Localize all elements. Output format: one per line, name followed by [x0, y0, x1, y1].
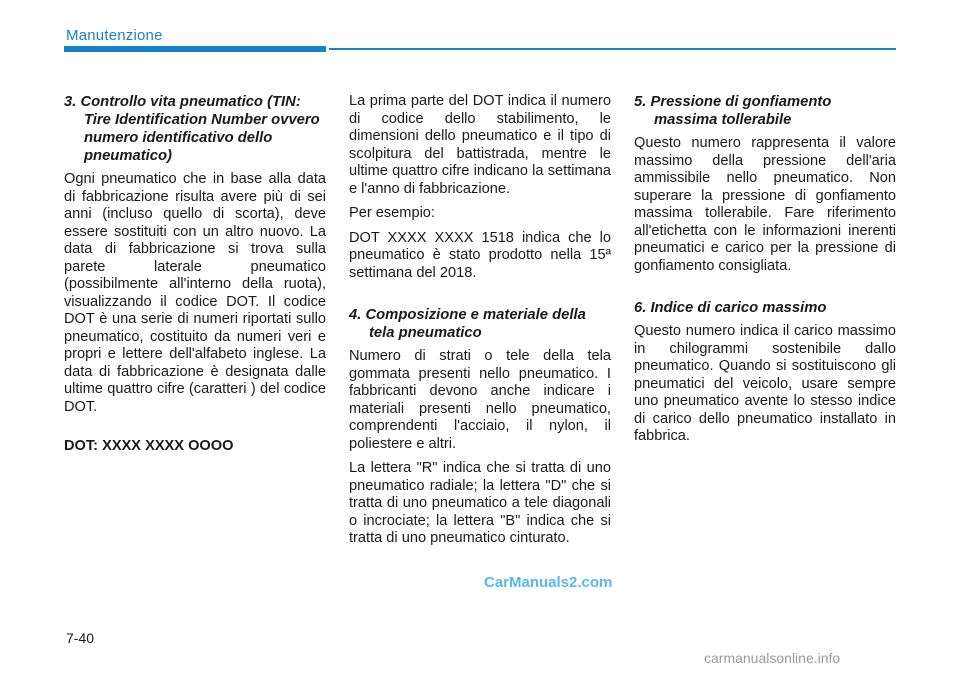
paragraph-letter-meaning: La lettera "R" indica che si tratta di uno pneumatico radiale; la lettera "D" che si tratta di uno pneumatico a tele diagonali o incrociate; la lettera "B" indica che si tratta di uno pneumatico cinturato. — [349, 460, 611, 546]
header-bar-thick — [64, 46, 326, 52]
paragraph-max-pressure: Questo numero rappresenta il valore massimo della pressione dell'aria ammissibile nello pneumatico. Non superare la pressione di gonfiamento massima tollerabile. Fare riferimento all'etichetta con le informazioni inerenti pneumatici e carico per la pressione di gonfiamento consigliata. — [634, 135, 896, 274]
section-title: Manutenzione — [66, 27, 163, 44]
paragraph-example-label: Per esempio: — [349, 205, 435, 221]
paragraph-dot-first-part: La prima parte del DOT indica il numero di codice dello stabilimento, le dimensioni dello pneumatico e il tipo di scolpitura del battistrada, mentre le ultime quattro cifre indicano la settimana e l'anno di fabbricazione. — [349, 93, 611, 197]
paragraph-example: DOT XXXX XXXX 1518 indica che lo pneumatico è stato prodotto nella 15ª settimana del 2018. — [349, 229, 611, 281]
footer-watermark: carmanualsonline.info — [704, 650, 841, 666]
paragraph-max-load: Questo numero indica il carico massimo in chilogrammi sostenibile dallo pneumatico. Quando si sostituiscono gli pneumatici del veicolo, usare sempre uno pneumatico avente lo stesso indice di carico dello pneumatico installato in fabbrica. — [634, 323, 896, 444]
heading-tire-life-check: 3. Controllo vita pneumatico (TIN: Tire Identification Number ovvero numero identificativo dello pneumatico) — [64, 94, 320, 164]
page-number: 7-40 — [66, 630, 95, 646]
column-2 — [349, 93, 611, 555]
column-1 — [64, 93, 326, 456]
heading-max-pressure: 5. Pressione di gonfiamento massima tollerabile — [634, 94, 832, 128]
column-3 — [634, 93, 896, 453]
header-bar-thin — [329, 48, 896, 50]
heading-max-load-index: 6. Indice di carico massimo — [634, 300, 827, 316]
dot-code-format: DOT: XXXX XXXX OOOO — [64, 438, 234, 454]
watermark-carmanuals2: CarManuals2.com — [484, 574, 613, 591]
paragraph-ply-count: Numero di strati o tele della tela gommata presenti nello pneumatico. I fabbricanti devono anche indicare i materiali presenti nello pneumatico, comprendenti l'acciaio, il nylon, il poliestere e altri. — [349, 348, 611, 452]
heading-ply-composition: 4. Composizione e materiale della tela pneumatico — [349, 307, 586, 341]
paragraph-manufacture-date: Ogni pneumatico che in base alla data di fabbricazione risulta avere più di sei anni (incluso quello di scorta), deve essere sostituiti con un altro nuovo. La data di fabbricazione si trova sulla parete laterale pneumatico (possibilmente all'interno della ruota), visualizzando il codice DOT. Il codice DOT è una serie di numeri riportati sullo pneumatico, costituito da numeri veri e propri e lettere dell'alfabeto inglese. La data di fabbricazione è designata dalle ultime quattro cifre (caratteri ) del codice DOT. — [64, 171, 326, 415]
